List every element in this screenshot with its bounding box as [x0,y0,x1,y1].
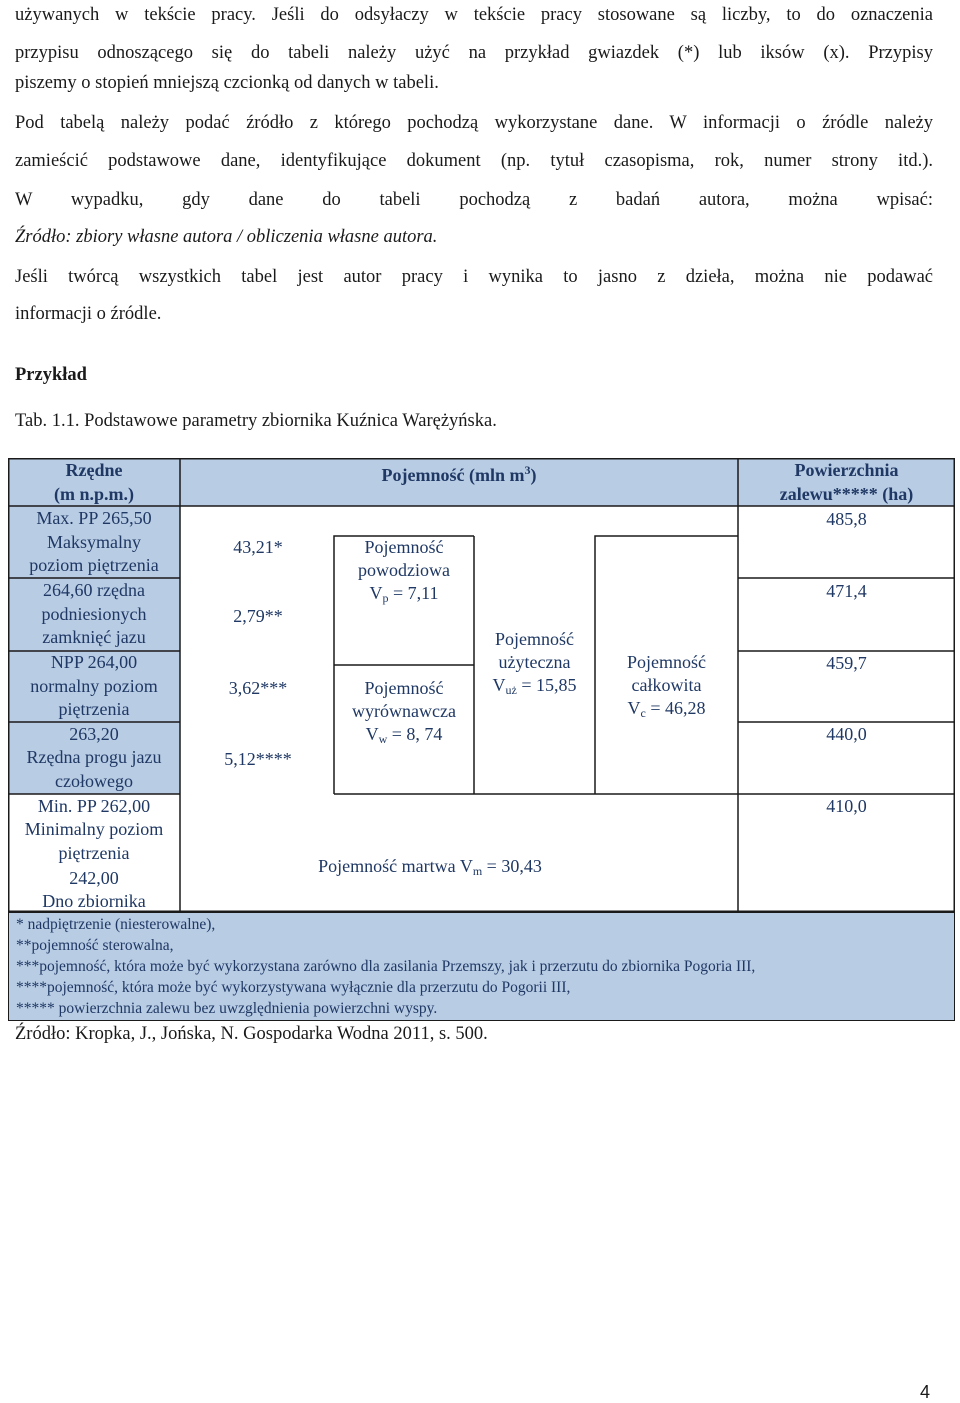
level-cell-text: Rzędna progu jazu [26,747,162,767]
footnote: ***pojemność, która może być wykorzystana zarówno dla zasilania Przemszy, jak i przerzutu do zbiornika Pogoria III, [16,958,756,975]
paragraph-line: zamieścić podstawowe dane, identyfikujące dokument (np. tytuł czasopisma, rok, numer strony itd.). [15,151,933,171]
symbol-sub: m [472,864,483,878]
paragraph-line: informacji o źródle. [15,304,162,324]
header-levels: Rzędne [65,460,123,480]
paragraph-line: używanych w tekście pracy. Jeśli do odsyłaczy w tekście pracy stosowane są liczby, to do oznaczenia [15,5,933,25]
useful-volume-value [474,674,595,703]
level-cell-text: Max. PP 265,50 [36,508,152,528]
total-volume-text: całkowita [631,675,702,695]
header-volume [180,459,738,488]
level-cell-text: 263,20 [69,724,119,744]
level-cell-text: 242,00 [69,868,119,888]
area-value: 459,7 [826,653,867,673]
footnote: * nadpiętrzenie (niesterowalne), [16,916,216,933]
dead-volume [180,855,680,884]
paragraph-line-italic: Źródło: zbiory własne autora / obliczenia własne autora. [15,227,438,247]
header-area: Powierzchnia [794,460,899,480]
area-value: 440,0 [826,724,867,744]
page-number: 4 [920,1382,931,1402]
symbol: V [369,583,383,603]
area-value: 485,8 [826,509,867,529]
partial-volume: 3,62*** [228,678,288,698]
value: = 46,28 [645,698,706,718]
level-cell-text: NPP 264,00 [50,652,138,672]
equalizing-volume-text: wyrównawcza [352,701,456,721]
table-footnotes [8,912,955,1021]
header-volume-sup: 3 [524,463,531,477]
total-volume-value [595,697,738,726]
paragraph-line: przypisu odnoszącego się do tabeli należy użyć na przykład gwiazdek (*) lub iksów (x). Przypisy [15,43,933,63]
flood-volume-value [334,582,474,611]
area-value: 471,4 [826,581,867,601]
paragraph-line: piszemy o stopień mniejszą czcionką od danych w tabeli. [15,73,439,93]
level-cell-text: Maksymalny [47,532,141,552]
reservoir-table [8,458,955,912]
dead-volume-label: Pojemność martwa V [318,856,473,876]
total-volume-text: Pojemność [627,652,706,672]
symbol-sub: p [382,591,389,605]
header-levels-unit: (m n.p.m.) [54,484,134,504]
level-cell-text: piętrzenia [58,843,130,863]
level-cell-text: Minimalny poziom [24,819,164,839]
level-cell-text: 264,60 rzędna [43,580,145,600]
value: = 8, 74 [387,724,443,744]
flood-volume-text: Pojemność [364,537,444,557]
symbol-sub: c [640,706,646,720]
footnote: **pojemność sterowalna, [16,937,174,954]
level-cell-text: normalny poziom [30,676,158,696]
symbol: V [365,724,379,744]
paragraph-line: Jeśli twórcą wszystkich tabel jest autor pracy i wynika to jasno z dzieła, można nie podawać [15,267,933,287]
header-volume-end: ) [530,465,537,485]
dead-volume-value: = 30,43 [482,856,542,876]
level-cell-text: podniesionych [41,604,147,624]
example-heading: Przykład [15,365,87,385]
equalizing-volume-value [334,723,474,752]
symbol-sub: uż [505,683,517,697]
value: = 7,11 [388,583,439,603]
symbol-sub: w [378,732,388,746]
paragraph-line: W wypadku, gdy dane do tabeli pochodzą z badań autora, można wpisać: [15,190,933,210]
level-cell-text: poziom piętrzenia [29,555,159,575]
header-area-unit: zalewu***** (ha) [779,484,914,504]
partial-volume: 5,12**** [224,749,292,769]
table-source: Źródło: Kropka, J., Jońska, N. Gospodarka Wodna 2011, s. 500. [15,1024,488,1044]
footnote: ***** powierzchnia zalewu bez uwzględnienia powierzchni wyspy. [16,1000,438,1017]
flood-volume-text: powodziowa [358,560,450,580]
paragraph-line: Pod tabelą należy podać źródło z którego pochodzą wykorzystane dane. W informacji o źródle należy [15,113,933,133]
partial-volume: 43,21* [233,537,283,557]
level-cell-text: Dno zbiornika [42,891,146,911]
partial-volume: 2,79** [233,606,283,626]
symbol: V [492,675,506,695]
symbol: V [627,698,641,718]
area-value: 410,0 [826,796,867,816]
level-cell-text: zamknięć jazu [42,627,146,647]
level-cell-text: Min. PP 262,00 [37,796,151,816]
equalizing-volume-text: Pojemność [364,678,444,698]
level-cell-text: piętrzenia [58,699,130,719]
useful-volume-text: Pojemność [495,629,574,649]
level-cell-text: czołowego [55,771,133,791]
footnote: ****pojemność, która może być wykorzystywana wyłącznie dla przerzutu do Pogorii III, [16,979,571,996]
value: = 15,85 [516,675,577,695]
useful-volume-text: użyteczna [498,652,571,672]
header-volume-label: Pojemność (mln m [381,465,525,485]
table-caption: Tab. 1.1. Podstawowe parametry zbiornika Kuźnica Warężyńska. [15,411,497,431]
